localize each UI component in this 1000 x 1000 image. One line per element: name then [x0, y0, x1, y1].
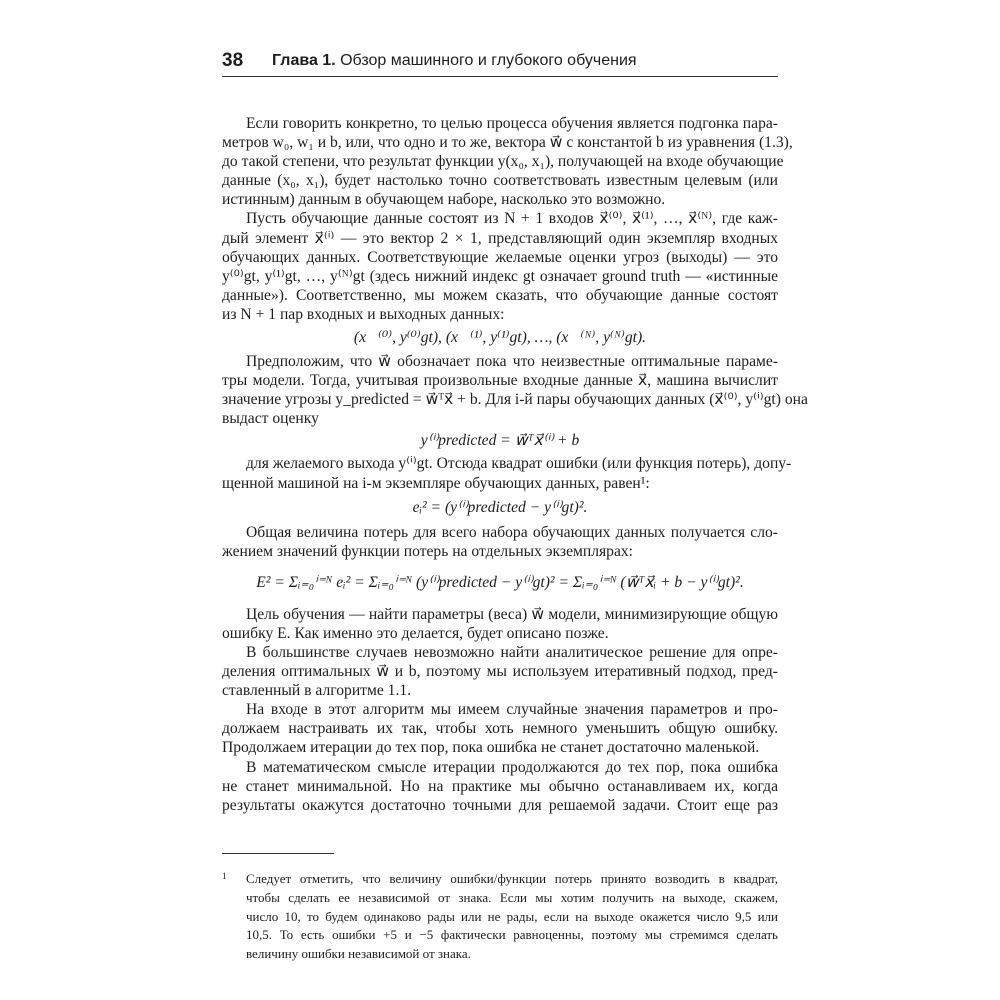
footnote-divider — [222, 853, 334, 854]
paragraph — [222, 352, 808, 428]
text-line: На входе в этот алгоритм мы имеем случайные значения параметров и про- — [246, 701, 778, 719]
text-line: должаем настраивать их так, чтобы хоть немного уменьшить общую ошибку. — [222, 720, 778, 738]
footnote-line: 10,5. То есть ошибки +5 и −5 фактически равноценны, поэтому мы стремимся сделать — [246, 927, 778, 943]
text-line: до такой степени, что результат функции y(x₀, x₁), получающей на входе обучающие — [222, 153, 784, 171]
paragraph — [222, 454, 792, 492]
chapter-title — [272, 52, 637, 70]
running-header — [222, 50, 778, 77]
formula: eᵢ² = (y⁽ⁱ⁾predicted − y⁽ⁱ⁾gt)². — [412, 498, 588, 516]
text-line: В математическом смысле итерации продолжаются до тех пор, пока ошибка — [246, 758, 778, 776]
footnote-line: число 10, то будем одинаково рады или не рады, если на выходе окажется число 9,5 или — [246, 908, 778, 924]
formula: y⁽ⁱ⁾predicted = w⃗ᵀx⃗⁽ⁱ⁾ + b — [420, 432, 580, 450]
footnote-line: величину ошибки независимой от знака. — [246, 946, 471, 962]
page-body — [222, 114, 808, 815]
page-number: 38 — [222, 50, 244, 71]
paragraph — [222, 209, 778, 324]
chapter-label: Глава 1. — [272, 52, 336, 69]
paragraph — [222, 114, 793, 209]
text-line: Если говорить конкретно, то целью процесса обучения является подгонка пара- — [246, 115, 778, 132]
text-line: В большинстве случаев невозможно найти аналитическое решение для опре- — [246, 643, 778, 661]
text-line: Пусть обучающие данные состоят из N + 1 входов x⃗⁽⁰⁾, x⃗⁽¹⁾, …, x⃗⁽ᴺ⁾, где каж- — [246, 210, 778, 228]
text-line: результаты окажутся достаточно точными для решаемой задачи. Стоит еще раз — [222, 796, 778, 814]
text-line: не станет минимальной. Но на практике мы обычно останавливаем их, когда — [222, 777, 778, 795]
paragraph — [222, 700, 778, 757]
text-line: Цель обучения — найти параметры (веса) w⃗ модели, минимизирующие общую — [246, 605, 778, 623]
text-line: истинным) данным в обучающем наборе, насколько это возможно. — [222, 191, 666, 209]
formula: (x⃗⁽⁰⁾, y⁽⁰⁾gt), (x⃗⁽¹⁾, y⁽¹⁾gt), …, (x⃗⁽ᴺ⁾, y⁽ᴺ⁾gt). — [353, 329, 647, 347]
text-line: ставленный в алгоритме 1.1. — [222, 682, 412, 700]
text-line: выдаст оценку — [222, 410, 319, 428]
text-line: для желаемого выхода y⁽ⁱ⁾gt. Отсюда квадрат ошибки (или функция потерь), допу- — [246, 455, 792, 473]
chapter-name: Обзор машинного и глубокого обучения — [335, 52, 637, 69]
text-line: тры модели. Тогда, учитывая произвольные входные данные x⃗, машина вычислит — [222, 372, 778, 390]
text-line: Общая величина потерь для всего набора обучающих данных получается сло- — [246, 523, 778, 541]
text-line: щенной машиной на i-м экземпляре обучающих данных, равен¹: — [222, 474, 650, 492]
paragraph — [222, 758, 778, 815]
formula: E² = Σᵢ₌₀ⁱ⁼ᴺ eᵢ² = Σᵢ₌₀ⁱ⁼ᴺ (y⁽ⁱ⁾predicted − y⁽ⁱ⁾gt)² = Σᵢ₌₀ⁱ⁼ᴺ (w⃗ᵀx⃗ᵢ + b − y⁽ⁱ⁾gt)². — [256, 573, 744, 591]
text-line: деления оптимальных w⃗ и b, поэтому мы используем итеративный подход, пред- — [222, 663, 778, 681]
text-line: жением значений функции потерь на отдельных экземплярах: — [222, 542, 634, 560]
text-line: ошибку E. Как именно это делается, будет описано позже. — [222, 624, 609, 642]
text-line: дый элемент x⃗⁽ⁱ⁾ — это вектор 2 × 1, представляющий один экземпляр входных — [222, 229, 778, 247]
text-line: Предположим, что w⃗ обозначает пока что неизвестные оптимальные параме- — [246, 353, 778, 371]
paragraph — [222, 605, 778, 643]
text-line: y⁽⁰⁾gt, y⁽¹⁾gt, …, y⁽ᴺ⁾gt (здесь нижний индекс gt означает ground truth — «истинные — [222, 267, 778, 285]
text-line: данные»). Соответственно, мы можем сказать, что обучающие данные состоят — [222, 286, 778, 304]
footnote-marker: 1 — [222, 871, 227, 881]
paragraph — [222, 643, 778, 700]
text-line: данные (x₀, x₁), будет настолько точно соответствовать известным целевым (или — [222, 172, 778, 190]
text-line: обучающих данных. Соответствующие желаемые оценки угроз (выходы) — это — [222, 248, 778, 266]
footnote-line: Следует отметить, что величину ошибки/функции потерь принято возводить в квадрат, — [246, 871, 778, 886]
text-line: из N + 1 пар входных и выходных данных: — [222, 305, 505, 323]
text-line: метров w₀, w₁ и b, или, что одно и то же, вектора w⃗ с константой b из уравнения (1.3), — [222, 134, 793, 152]
footnote — [222, 870, 778, 964]
paragraph — [222, 523, 778, 561]
footnote-line: чтобы сделать ее независимой от знака. Если мы хотим получить на выходе, скажем, — [246, 889, 778, 905]
text-line: значение угрозы y_predicted = w⃗ᵀx⃗ + b. Для i-й пары обучающих данных (x⃗⁽⁰⁾, y⁽ⁱ⁾gt) она — [222, 391, 808, 409]
text-line: Продолжаем итерации до тех пор, пока ошибка не станет достаточно маленькой. — [222, 739, 760, 757]
